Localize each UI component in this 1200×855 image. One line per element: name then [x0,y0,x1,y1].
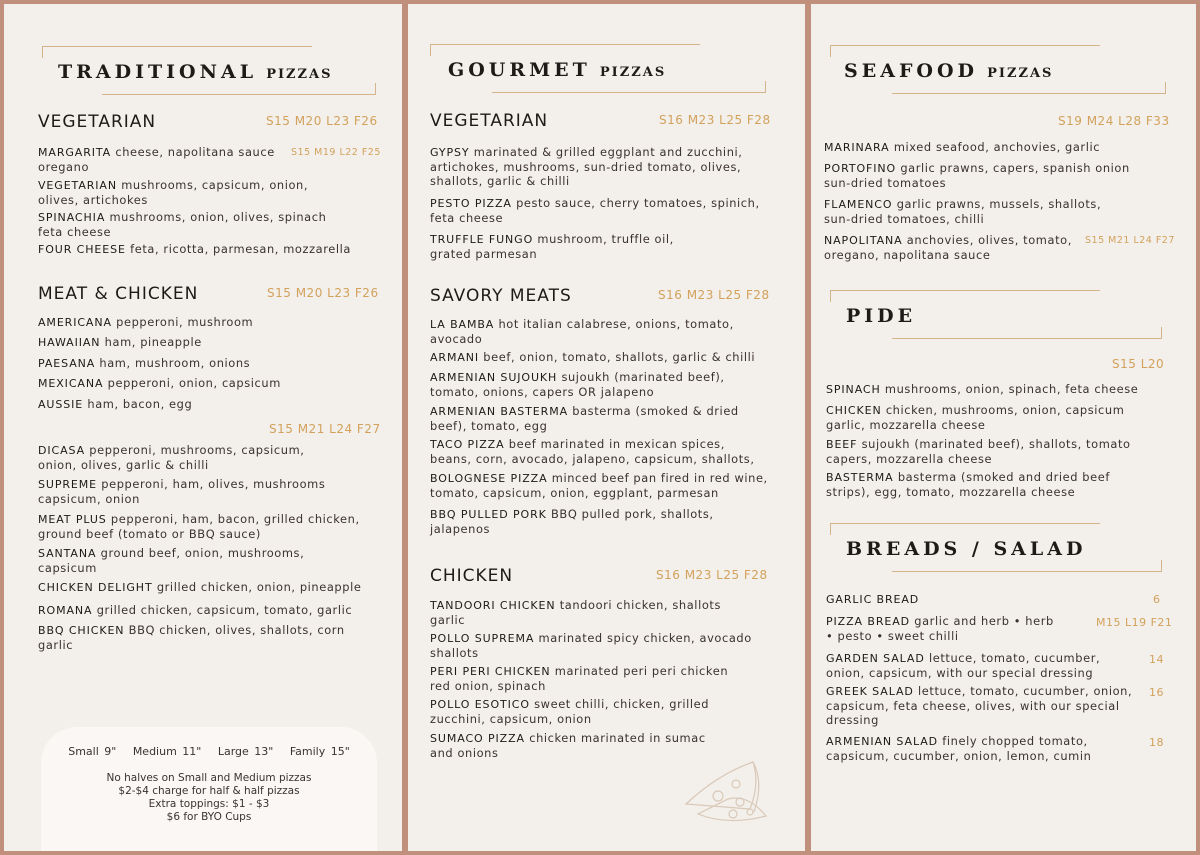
traditional-header [42,46,377,98]
menu-item [430,598,780,627]
item-name: AUSSIE [38,398,84,411]
item-price: 14 [1149,653,1164,666]
item-description: sujoukh (marinated beef), shallots, tomato [861,437,1131,451]
breads-title: BREADS / SALAD [846,538,1087,560]
menu-item [38,580,383,595]
item-name: DICASA [38,444,86,457]
menu-item [430,664,780,693]
item-name: MEXICANA [38,377,104,390]
item-description: mushrooms, capsicum, onion, [121,178,309,192]
menu-item [826,734,1146,763]
note-line: $2-$4 charge for half & half pizzas [118,785,300,797]
item-description: artichokes, mushrooms, sun-dried tomato, olives, [430,160,742,174]
item-description: strips), egg, tomato, mozzarella cheese [826,485,1076,499]
menu-item [430,507,780,536]
item-description: pepperoni, onion, capsicum [107,376,281,390]
item-name: ARMENIAN BASTERMA [430,405,569,418]
item-description: shallots [430,646,479,660]
item-description: lettuce, tomato, cucumber, [928,651,1101,665]
menu-item [826,614,1096,643]
item-description: feta cheese [38,225,112,239]
item-name: LA BAMBA [430,318,495,331]
menu-item [38,356,250,371]
item-description: tomato, onions, capers OR jalapeno [430,385,655,399]
item-name: MEAT PLUS [38,513,107,526]
item-description: onion, capsicum, with our special dressing [826,666,1094,680]
item-name: GYPSY [430,146,470,159]
menu-item [38,546,378,575]
item-description: pepperoni, mushrooms, capsicum, [89,443,305,457]
menu-item [430,196,775,225]
section-price: S16 M23 L25 F28 [659,113,771,127]
item-description: capsicum [38,561,97,575]
item-description: marinated & grilled eggplant and zucchini, [473,145,743,159]
pizza-slice-illustration [678,754,778,834]
traditional-title: TRADITIONAL PIZZAS [58,61,333,83]
item-name: BBQ CHICKEN [38,624,125,637]
section-title: VEGETARIAN [430,111,549,131]
section-price: S15 M20 L23 F26 [267,286,379,300]
seafood-panel [811,4,1196,851]
item-description: BBQ pulled pork, shallots, [551,507,714,521]
item-description: pepperoni, ham, olives, mushrooms [101,477,326,491]
item-name: AMERICANA [38,316,112,329]
item-description: feta cheese [430,211,504,225]
item-description: • pesto • sweet chilli [826,629,959,643]
traditional-panel [4,4,402,851]
item-description: grated parmesan [430,247,538,261]
menu-item [826,651,1146,680]
item-description: capsicum, cucumber, onion, lemon, cumin [826,749,1092,763]
item-description: and onions [430,746,499,760]
section-price: S16 M23 L25 F28 [656,568,768,582]
item-name: BASTERMA [826,471,894,484]
item-description: beef marinated in mexican spices, [508,437,725,451]
item-name: GARDEN SALAD [826,652,925,665]
item-description: capers, mozzarella cheese [826,452,993,466]
item-description: beef, onion, tomato, shallots, garlic & chilli [483,350,756,364]
item-description: onion, olives, garlic & chilli [38,458,209,472]
item-description: tandoori chicken, shallots [559,598,722,612]
item-name: HAWAIIAN [38,336,101,349]
menu-item [38,178,368,207]
section-title: VEGETARIAN [38,112,157,132]
menu-item [824,161,1174,190]
item-name: TRUFFLE FUNGO [430,233,534,246]
item-description: sweet chilli, chicken, grilled [534,697,710,711]
section-price: S19 M24 L28 F33 [1058,114,1170,128]
menu-item [38,376,281,391]
item-name: ARMENIAN SALAD [826,735,939,748]
gourmet-panel [408,4,805,851]
menu-item [430,437,780,466]
item-description: garlic and herb • herb [914,614,1054,628]
menu-item [430,370,780,399]
item-description: jalapenos [430,522,491,536]
menu-item [430,232,775,261]
menu-item [430,404,780,433]
menu-item [38,623,378,652]
item-description: minced beef pan fired in red wine, [551,471,768,485]
item-description: tomato, capsicum, onion, eggplant, parmesan [430,486,719,500]
item-description: sun-dried tomatoes [824,176,947,190]
item-description: BBQ chicken, olives, shallots, corn [128,623,345,637]
menu-item [826,403,1181,432]
menu-item [826,470,1181,499]
item-name: GARLIC BREAD [826,593,920,606]
item-price: S15 M21 L24 F27 [1085,235,1175,246]
seafood-title: SEAFOOD PIZZAS [844,60,1054,82]
item-description: garlic prawns, mussels, shallots, [896,197,1102,211]
pide-header [830,290,1162,342]
seafood-header [830,45,1166,97]
menu-item [824,197,1174,226]
sizes-line: Small 9" Medium 11" Large 13" Family 15" [68,745,350,758]
item-description: sun-dried tomatoes, chilli [824,212,985,226]
section-price: S15 M21 L24 F27 [269,422,381,436]
item-description: ham, bacon, egg [87,397,193,411]
menu-item [826,437,1181,466]
item-description: ham, pineapple [104,335,202,349]
item-name: SANTANA [38,547,97,560]
item-description: garlic [38,638,74,652]
item-description: ham, mushroom, onions [99,356,251,370]
item-description: beef), tomato, egg [430,419,548,433]
menu-item [826,592,1126,607]
menu-item [826,382,1181,397]
menu-item [38,335,202,350]
menu-item [38,443,378,472]
item-description: zucchini, capsicum, onion [430,712,592,726]
item-name: ARMENIAN SUJOUKH [430,371,558,384]
menu-item [430,317,780,346]
item-description: hot italian calabrese, onions, tomato, [498,317,734,331]
item-description: pepperoni, ham, bacon, grilled chicken, [110,512,360,526]
item-name: MARGARITA [38,146,112,159]
note-line: No halves on Small and Medium pizzas [106,772,312,784]
item-name: PESTO PIZZA [430,197,512,210]
menu-item [430,631,780,660]
item-name: SPINACHIA [38,211,106,224]
menu-item [38,145,288,174]
menu-item [430,697,780,726]
item-name: BOLOGNESE PIZZA [430,472,548,485]
item-description: basterma (smoked & dried [572,404,739,418]
item-description: garlic [430,613,466,627]
item-name: POLLO ESOTICO [430,698,530,711]
pide-title: PIDE [846,305,917,327]
size-info-box [41,727,377,851]
item-name: TANDOORI CHICKEN [430,599,556,612]
item-name: BEEF [826,438,858,451]
item-description: beans, corn, avocado, jalapeno, capsicum, shallots, [430,452,755,466]
section-title: SAVORY MEATS [430,286,572,306]
menu-item [38,603,383,618]
item-description: garlic, mozzarella cheese [826,418,986,432]
item-description: grilled chicken, onion, pineapple [156,580,362,594]
item-description: olives, artichokes [38,193,148,207]
menu-item [430,471,790,500]
item-description: avocado [430,332,483,346]
menu-item [824,233,1086,262]
item-description: oregano, napolitana sauce [824,248,991,262]
item-name: ARMANI [430,351,480,364]
item-description: garlic prawns, capers, spanish onion [900,161,1130,175]
item-name: PERI PERI CHICKEN [430,665,551,678]
item-description: mushroom, truffle oil, [537,232,674,246]
item-description: red onion, spinach [430,679,546,693]
item-name: FOUR CHEESE [38,243,126,256]
note-line: Extra toppings: $1 - $3 [148,798,270,810]
item-description: capsicum, feta cheese, olives, with our special [826,699,1120,713]
item-description: sujoukh (marinated beef), [561,370,725,384]
note-line: $6 for BYO Cups [166,811,252,823]
item-price: M15 L19 F21 [1096,616,1173,629]
menu-item [826,684,1146,727]
item-price: S15 M19 L22 F25 [291,147,381,158]
section-title: MEAT & CHICKEN [38,284,199,304]
section-title: CHICKEN [430,566,514,586]
item-description: mushrooms, onion, spinach, feta cheese [884,382,1139,396]
item-name: VEGETARIAN [38,179,117,192]
menu-item [430,145,775,188]
item-name: PORTOFINO [824,162,897,175]
menu-item [38,477,378,506]
menu-item [38,315,253,330]
gourmet-header [430,44,766,96]
item-name: FLAMENCO [824,198,893,211]
item-name: PAESANA [38,357,96,370]
item-name: BBQ PULLED PORK [430,508,547,521]
item-description: pesto sauce, cherry tomatoes, spinich, [516,196,760,210]
section-price: S16 M23 L25 F28 [658,288,770,302]
item-description: finely chopped tomato, [942,734,1088,748]
item-description: lettuce, tomato, cucumber, onion, [918,684,1133,698]
item-price: 16 [1149,686,1164,699]
section-price: S15 L20 [1112,357,1165,371]
item-description: anchovies, olives, tomato, [906,233,1072,247]
menu-item [824,140,1174,155]
item-name: ROMANA [38,604,93,617]
menu-item [38,397,192,412]
section-price: S15 M20 L23 F26 [266,114,378,128]
menu-item [430,350,790,365]
item-name: PIZZA BREAD [826,615,911,628]
menu-item [38,242,378,257]
item-description: feta, ricotta, parmesan, mozzarella [130,242,351,256]
item-name: POLLO SUPREMA [430,632,535,645]
item-name: GREEK SALAD [826,685,914,698]
item-description: marinated spicy chicken, avocado [538,631,752,645]
item-name: CHICKEN DELIGHT [38,581,153,594]
menu-item [38,210,368,239]
item-description: marinated peri peri chicken [554,664,729,678]
item-description: ground beef, onion, mushrooms, [100,546,305,560]
item-name: TACO PIZZA [430,438,505,451]
item-description: dressing [826,713,879,727]
item-price: 18 [1149,736,1164,749]
item-description: basterma (smoked and dried beef [897,470,1110,484]
item-description: shallots, garlic & chilli [430,174,570,188]
gourmet-title: GOURMET PIZZAS [448,59,667,81]
item-description: capsicum, onion [38,492,140,506]
item-description: grilled chicken, capsicum, tomato, garlic [96,603,353,617]
item-description: cheese, napolitana sauce [115,145,275,159]
item-description: mushrooms, onion, olives, spinach [109,210,327,224]
item-price: 6 [1153,593,1161,606]
item-name: CHICKEN [826,404,882,417]
item-description: chicken marinated in sumac [529,731,706,745]
item-name: SUPREME [38,478,98,491]
menu-item [38,512,383,541]
breads-header [830,523,1162,575]
item-description: mixed seafood, anchovies, garlic [893,140,1101,154]
item-description: pepperoni, mushroom [116,315,254,329]
item-description: chicken, mushrooms, onion, capsicum [885,403,1125,417]
item-name: MARINARA [824,141,890,154]
item-description: oregano [38,160,90,174]
item-name: NAPOLITANA [824,234,903,247]
item-name: SPINACH [826,383,881,396]
item-name: SUMACO PIZZA [430,732,525,745]
item-description: ground beef (tomato or BBQ sauce) [38,527,261,541]
